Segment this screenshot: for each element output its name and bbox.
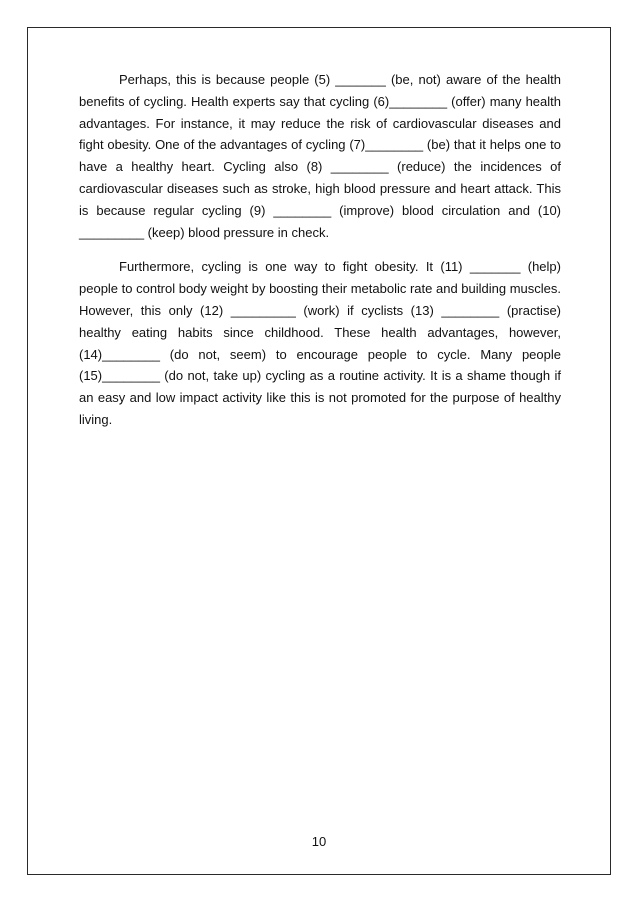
page-number: 10 <box>311 834 327 849</box>
document-body <box>79 69 561 444</box>
paragraph-cycling-benefits: Perhaps, this is because people (5) _______ (be, not) aware of the health benefits of cycling. Health experts say that cycling (6)________ (offer) many health advantages. For instance, it may reduce the risk of cardiovascular diseases and fight obesity. One of the advantages of cycling (7)________ (be) that it helps one to have a healthy heart. Cycling also (8) ________ (reduce) the incidences of cardiovascular diseases such as stroke, high blood pressure and heart attack. This is because regular cycling (9) ________ (improve) blood circulation and (10) _________ (keep) blood pressure in check. <box>79 72 561 240</box>
paragraph-cycling-obesity: Furthermore, cycling is one way to fight obesity. It (11) _______ (help) people to control body weight by boosting their metabolic rate and building muscles. However, this only (12) _________ (work) if cyclists (13) ________ (practise) healthy eating habits since childhood. These health advantages, however, (14)________ (do not, seem) to encourage people to cycle. Many people (15)________ (do not, take up) cycling as a routine activity. It is a shame though if an easy and low impact activity like this is not promoted for the purpose of healthy living. <box>79 259 562 427</box>
